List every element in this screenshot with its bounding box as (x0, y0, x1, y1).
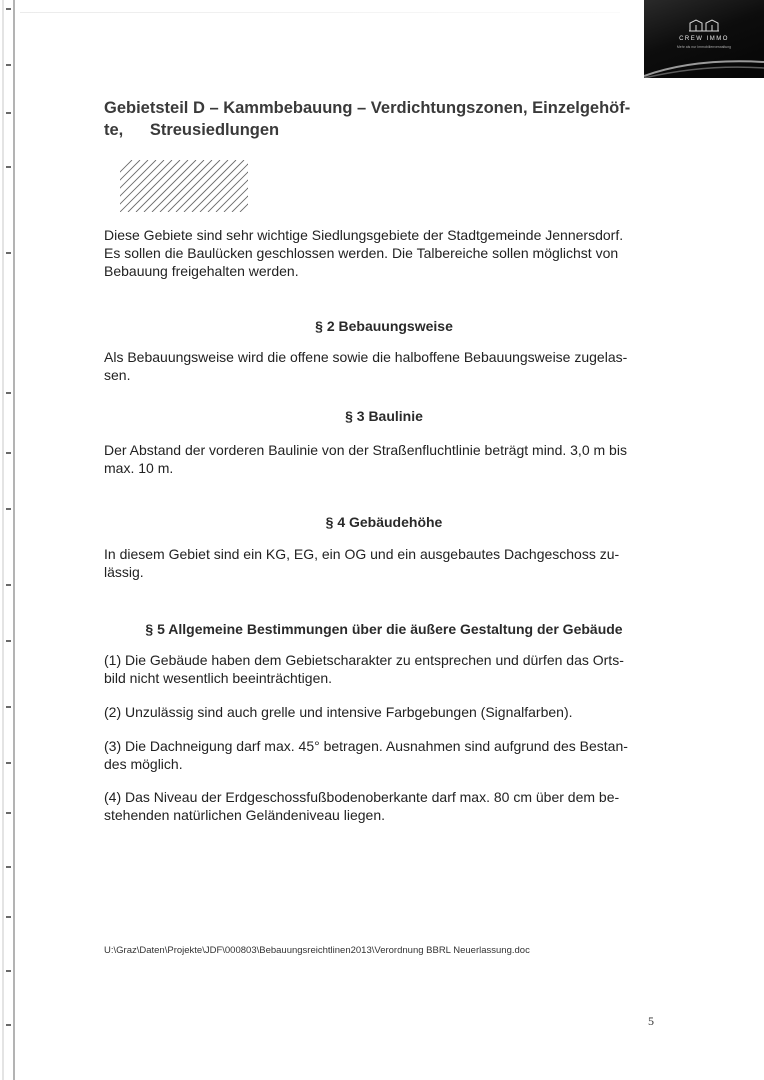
section-3-line: max. 10 m. (104, 460, 174, 476)
section-3-title: § 3 Baulinie (345, 408, 423, 424)
logo-tagline: Mehr als nur Immobilienverwaltung (676, 45, 732, 49)
page-number: 5 (648, 1014, 654, 1028)
section-5-title: § 5 Allgemeine Bestimmungen über die äußere Gestaltung der Gebäude (145, 621, 623, 637)
company-logo (644, 0, 764, 78)
section-4-line: In diesem Gebiet sind ein KG, EG, ein OG und ein ausgebautes Dachgeschoss zu- (104, 546, 620, 562)
section-5-para-4-line: stehenden natürlichen Geländeniveau liegen. (104, 807, 385, 823)
section-5-para-2 (104, 703, 664, 721)
section-5-para-3-line: (3) Die Dachneigung darf max. 45° betragen. Ausnahmen sind aufgrund des Bestan- (104, 738, 628, 754)
section-5-para-3-line: des möglich. (104, 756, 183, 772)
section-2-text (104, 348, 664, 384)
section-2-line: sen. (104, 367, 131, 383)
area-heading (104, 97, 664, 141)
section-4-text (104, 545, 664, 581)
section-3-line: Der Abstand der vorderen Baulinie von der Straßenfluchtlinie beträgt mind. 3,0 m bis (104, 442, 627, 458)
section-4-title: § 4 Gebäudehöhe (325, 514, 443, 530)
logo-swoosh (644, 50, 764, 78)
area-heading-line2: te, Streusiedlungen (104, 121, 280, 139)
section-2-title: § 2 Bebauungsweise (315, 318, 453, 334)
area-heading-line1: Gebietsteil D – Kammbebauung – Verdichtungszonen, Einzelgehöf- (104, 99, 631, 117)
file-path-footer: U:\Graz\Daten\Projekte\JDF\000803\Bebauungsreichtlinen2013\Verordnung BBRL Neuerlassung.doc (104, 945, 530, 956)
scan-binding-edge (0, 0, 16, 1080)
legend-hatch-pattern (120, 160, 248, 212)
section-5-para-3 (104, 737, 664, 773)
section-2-line: Als Bebauungsweise wird die offene sowie die halboffene Bebauungsweise zugelas- (104, 349, 628, 365)
section-5-para-1-line: bild nicht wesentlich beeinträchtigen. (104, 670, 333, 686)
intro-line: Diese Gebiete sind sehr wichtige Siedlungsgebiete der Stadtgemeinde Jennersdorf. (104, 227, 624, 243)
intro-line: Es sollen die Baulücken geschlossen werden. Die Talbereiche sollen möglichst von (104, 245, 619, 261)
building-logo-icon (688, 18, 720, 32)
logo-name: CREW IMMO (679, 36, 729, 42)
section-4-line: lässig. (104, 564, 144, 580)
intro-paragraph (104, 226, 664, 280)
section-5-para-1-line: (1) Die Gebäude haben dem Gebietscharakter zu entsprechen und dürfen das Orts- (104, 652, 624, 668)
section-5-para-1 (104, 651, 664, 687)
section-3-text (104, 441, 664, 477)
scan-top-edge (20, 12, 620, 13)
section-5-para-4 (104, 788, 664, 824)
section-5-para-4-line: (4) Das Niveau der Erdgeschossfußbodenoberkante darf max. 80 cm über dem be- (104, 789, 620, 805)
section-5-para-2-line: (2) Unzulässig sind auch grelle und intensive Farbgebungen (Signalfarben). (104, 704, 573, 720)
intro-line: Bebauung freigehalten werden. (104, 263, 299, 279)
